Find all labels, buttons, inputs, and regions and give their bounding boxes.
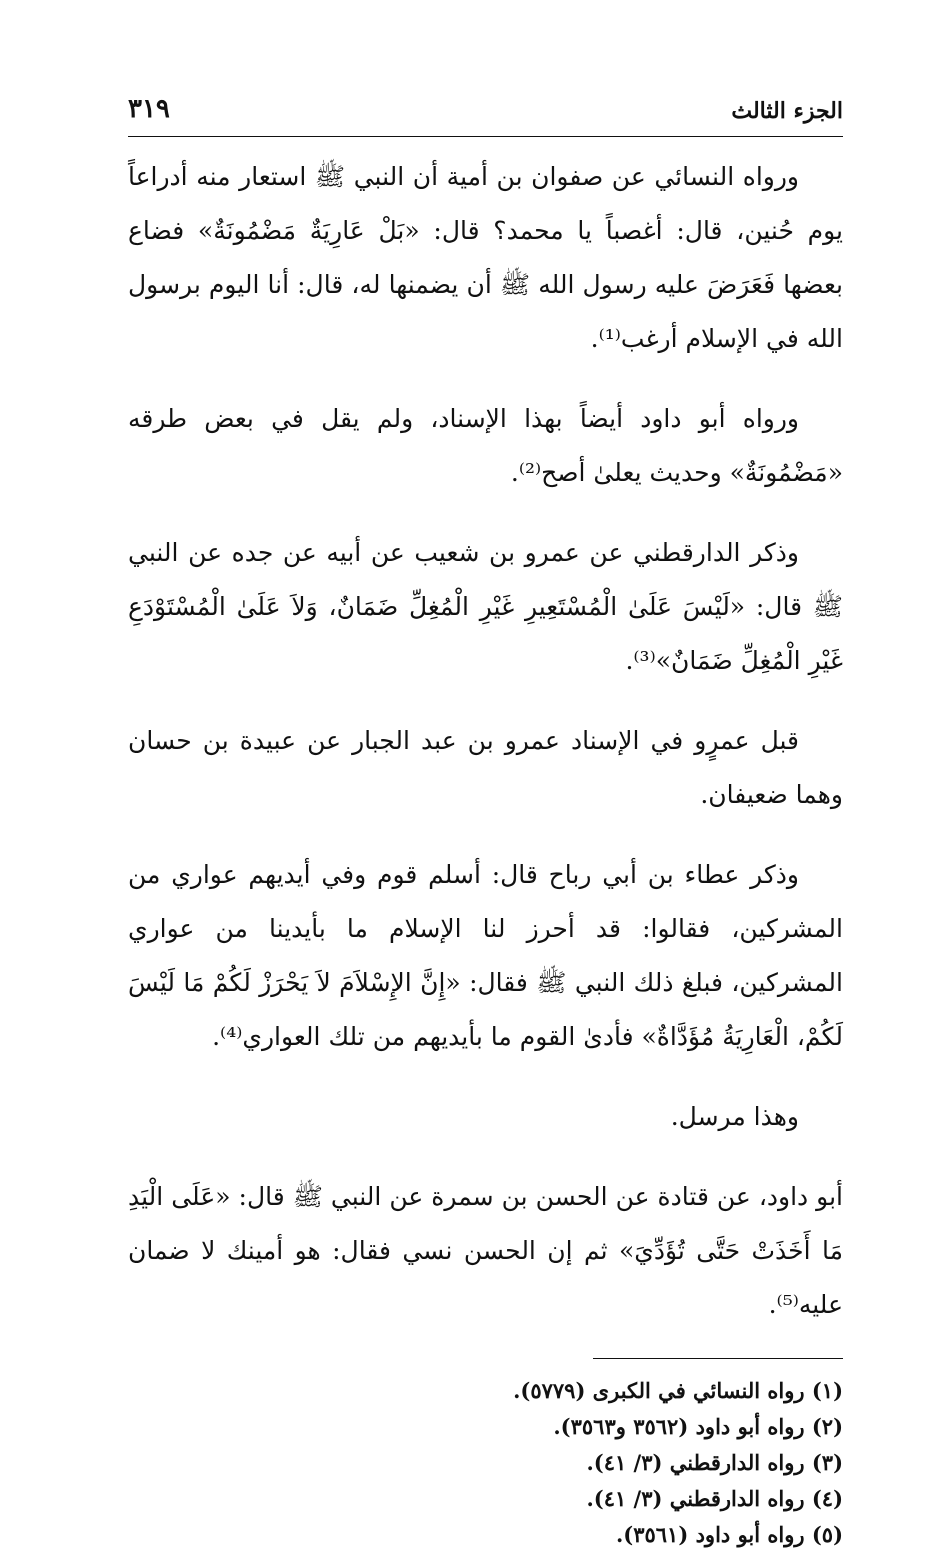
paragraph: ورواه أبو داود أيضاً بهذا الإسناد، ولم يقل في بعض طرقه «مَضْمُونَةٌ» وحديث يعلىٰ أصح⁽²⁾. — [128, 404, 843, 487]
paragraph: أبو داود، عن قتادة عن الحسن بن سمرة عن النبي ﷺ قال: «عَلَى الْيَدِ مَا أَخَذَتْ حَتَّى تُؤَدِّيَ» ثم إن الحسن نسي فقال: هو أمينك لا ضمان عليه⁽⁵⁾. — [128, 1182, 843, 1319]
footnote-rule — [593, 1358, 843, 1359]
paragraph: وذكر الدارقطني عن عمرو بن شعيب عن أبيه عن جده عن النبي ﷺ قال: «لَيْسَ عَلَىٰ الْمُسْتَعِيرِ غَيْرِ الْمُغِلِّ ضَمَانٌ، وَلاَ عَلَىٰ الْمُسْتَوْدَعِ غَيْرِ الْمُغِلِّ ضَمَانٌ»⁽³⁾. — [128, 538, 843, 675]
main-text — [128, 150, 843, 1332]
page-number: ٣١٩ — [128, 94, 170, 124]
footnote: (٥) رواه أبو داود (٣٥٦١). — [615, 1522, 843, 1547]
footnotes — [128, 1373, 843, 1553]
paragraph: قبل عمرٍو في الإسناد عمرو بن عبد الجبار عن عبيدة بن حسان وهما ضعيفان. — [128, 726, 843, 809]
chapter-title: الجزء الثالث — [731, 98, 843, 124]
paragraph: ورواه النسائي عن صفوان بن أمية أن النبي ﷺ استعار منه أدراعاً يوم حُنين، قال: أغصباً يا محمد؟ قال: «بَلْ عَارِيَةٌ مَضْمُونَةٌ» فضاع بعضها فَعَرَضَ عليه رسول الله ﷺ أن يضمنها له، قال: أنا اليوم برسول الله في الإسلام أرغب⁽¹⁾. — [128, 162, 843, 353]
paragraph: وهذا مرسل. — [670, 1102, 799, 1131]
footnote: (٢) رواه أبو داود (٣٥٦٢ و٣٥٦٣). — [553, 1414, 843, 1439]
footnote: (٤) رواه الدارقطني (٣/ ٤١). — [586, 1486, 843, 1511]
footnote: (١) رواه النسائي في الكبرى (٥٧٧٩). — [513, 1378, 843, 1403]
running-header — [128, 88, 843, 124]
footnote: (٣) رواه الدارقطني (٣/ ٤١). — [586, 1450, 843, 1475]
paragraph: وذكر عطاء بن أبي رباح قال: أسلم قوم وفي أيديهم عواري من المشركين، فقالوا: قد أحرز لنا الإسلام ما بأيدينا من عواري المشركين، فبلغ ذلك النبي ﷺ فقال: «إِنَّ الإِسْلاَمَ لاَ يَحْرَزْ لَكُمْ مَا لَيْسَ لَكُمْ، الْعَارِيَةُ مُؤَدَّاةٌ» فأدىٰ القوم ما بأيديهم من تلك العواري⁽⁴⁾. — [128, 860, 843, 1051]
header-rule — [128, 136, 843, 137]
